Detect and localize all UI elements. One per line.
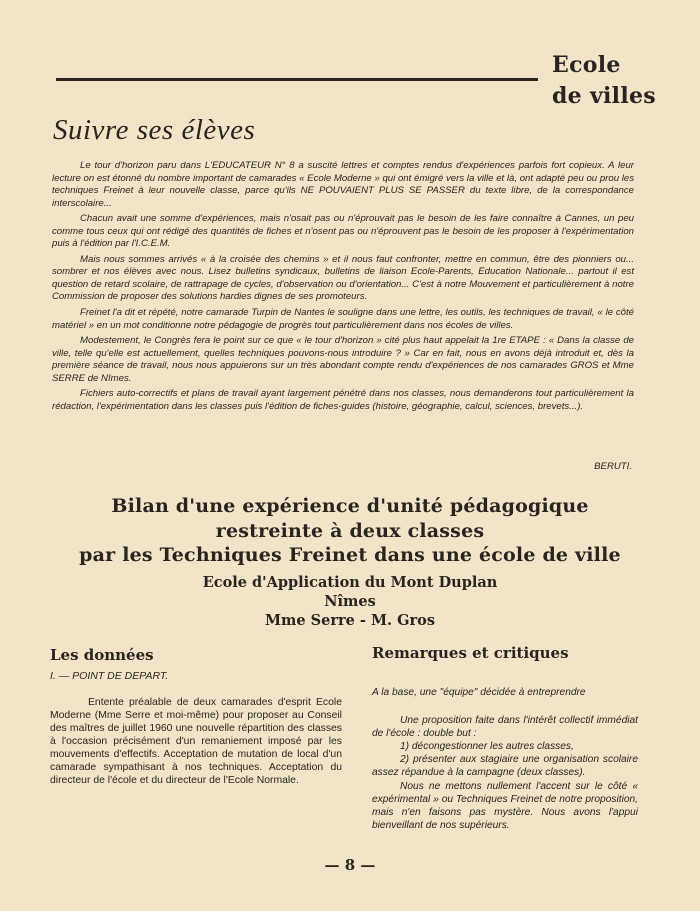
article-title-line: par les Techniques Freinet dans une école de ville — [79, 544, 621, 566]
intro-body — [52, 160, 634, 416]
school-name: Ecole d'Application du Mont Duplan — [202, 574, 498, 591]
page-number: — 8 — — [324, 856, 376, 874]
intro-signature: BERUTI. — [594, 461, 632, 472]
intro-paragraph: Mais nous sommes arrivés « à la croisée des chemins » et il nous faut confronter, mettre en commun, être des pionniers ou... sombrer et nos élèves avec nous. Lisez bulletins syndicaux, bulletins de liaison Ecole-Parents, Education Nationale... partout il est question de retard scolaire, de rattrapage de cycles, d'observation ou d'orientation... C'est à notre Mouvement et particulièrement à notre Commission de proposer des solutions hardies dignes de ses promoteurs. — [52, 253, 634, 303]
article-subtitle — [20, 573, 680, 630]
article-authors: Mme Serre - M. Gros — [265, 612, 435, 629]
section-label-line2: de villes — [552, 83, 656, 109]
article-title — [20, 494, 680, 568]
right-column-paragraph: Nous ne mettons nullement l'accent sur le côté « expérimental » ou Techniques Freinet de notre proposition, mais n'en faisons pas mystère. Nous avons l'appui bienveillant de nos supérieurs. — [372, 780, 638, 831]
intro-paragraph: Chacun avait une somme d'expériences, mais n'osait pas ou n'éprouvait pas le besoin de les faire connaître à Cannes, un peu comme tous ceux qui ont rédigé des quantités de fiches et n'osent pas ou n'éprouvent pas le besoin de les proposer à l'expérimentation puis à l'édition par l'I.C.E.M. — [52, 213, 634, 250]
intro-paragraph: Le tour d'horizon paru dans L'EDUCATEUR N° 8 a suscité lettres et comptes rendus d'expériences parfois fort copieux. A leur lecture on est étonné du nombre important de camarades « Ecole Moderne » qui ont émigré vers la ville et là, ont adapté peu ou prou les techniques Freinet à leur nouvelle classe, parce qu'ils NE POUVAIENT PLUS SE PASSER du texte libre, de la correspondance interscolaire... — [52, 160, 634, 209]
right-column-line: A la base, une "équipe" décidée à entreprendre — [372, 687, 586, 698]
right-column-heading: Remarques et critiques — [372, 644, 569, 662]
school-city: Nîmes — [324, 593, 376, 610]
article-title-line: Bilan d'une expérience d'unité pédagogique — [111, 495, 589, 517]
left-column — [50, 670, 342, 787]
left-column-heading: Les données — [50, 646, 154, 664]
section-label-line1: Ecole — [552, 52, 621, 78]
article-title-line: restreinte à deux classes — [215, 519, 485, 542]
right-column-item: 1) décongestionner les autres classes, — [400, 741, 574, 753]
left-column-text: Entente préalable de deux camarades d'esprit Ecole Moderne (Mme Serre et moi-même) pour proposer au Conseil des maîtres de juillet 1960 une nouvelle répartition des classes à l'occasion précisément d'un remaniement imposé par les mouvements d'effectifs. Acceptation de mutation de local d'un camarade sympathisant à nos techniques. Acceptation du directeur de l'école et du directeur de l'Ecole Normale. — [50, 697, 342, 786]
header-rule — [56, 78, 538, 81]
intro-paragraph: Fichiers auto-correctifs et plans de travail ayant largement pénétré dans nos classes, nous demanderons tout particulièrement la rédaction, l'expérimentation dans les classes puis l'édition de fiches-guides (histoire, géographie, calcul, sciences, brevets...). — [52, 388, 634, 412]
right-column-item: 2) présenter aux stagiaire une organisation scolaire assez répandue à la campagne (deux classes). — [372, 754, 638, 779]
intro-title: Suivre ses élèves — [53, 114, 256, 146]
intro-paragraph: Modestement, le Congrès fera le point sur ce que « le tour d'horizon » cité plus haut appelait la 1re ETAPE : « Dans la classe de ville, telle qu'elle est actuellement, quelles techniques pouvons-nous introduire ? » Car en fait, nous en avons déjà introduit et, dès la première séance de travail, nous nous appuierons sur un très abondant compte rendu d'expériences de nos camarades GROS et Mme SERRE de Nîmes. — [52, 335, 634, 384]
right-column — [372, 686, 638, 832]
section-point: I. — POINT DE DEPART. — [50, 670, 169, 682]
intro-paragraph: Freinet l'a dit et répété, notre camarade Turpin de Nantes le souligne dans une lettre, les outils, les techniques de travail, « le côté matériel » en un mot conditionne notre pédagogie de progrès tout particulièrement dans nos écoles de villes. — [52, 307, 634, 331]
section-label — [552, 50, 656, 112]
right-column-paragraph: Une proposition faite dans l'intérêt collectif immédiat de l'école : double but : — [372, 715, 638, 740]
